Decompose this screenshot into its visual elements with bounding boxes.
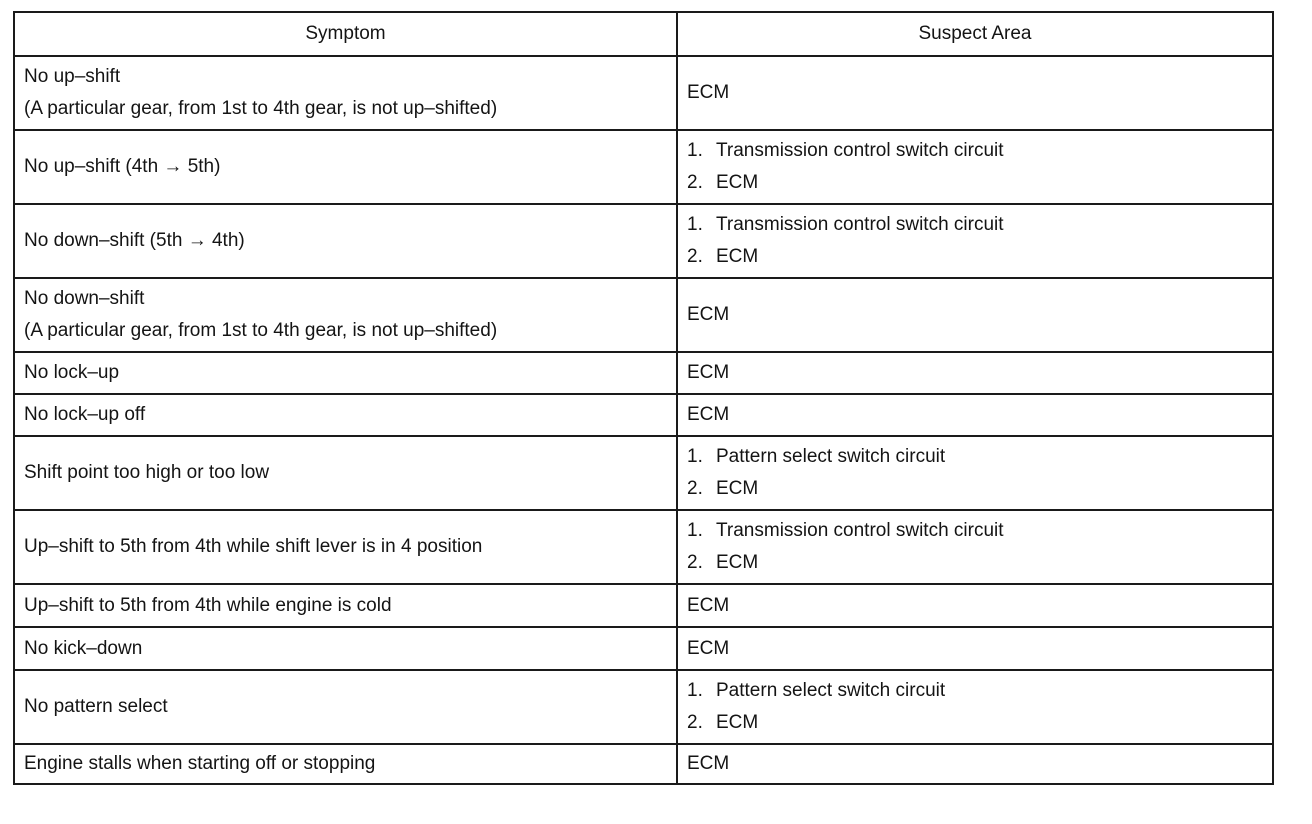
suspect-cell (677, 744, 1273, 784)
suspect-number: 1. (687, 140, 703, 161)
suspect-cell (677, 670, 1273, 744)
suspect-cell (677, 627, 1273, 670)
suspect-item (687, 675, 1272, 707)
table-row (14, 627, 1273, 670)
symptom-cell (14, 744, 677, 784)
header-symptom: Symptom (14, 12, 677, 56)
suspect-number: 2. (687, 478, 703, 499)
suspect-text: ECM (687, 404, 730, 425)
table-row (14, 436, 1273, 510)
suspect-text: ECM (687, 304, 730, 325)
table-row (14, 352, 1273, 394)
table-row (14, 584, 1273, 627)
suspect-item (687, 547, 1272, 579)
suspect-cell (677, 394, 1273, 436)
table-row (14, 510, 1273, 584)
suspect-number: 2. (687, 172, 703, 193)
symptom-text: Shift point too high or too low (24, 462, 270, 483)
suspect-text: ECM (716, 246, 759, 267)
suspect-cell (677, 56, 1273, 130)
table-row (14, 204, 1273, 278)
suspect-text: ECM (687, 637, 730, 659)
suspect-number: 1. (687, 520, 703, 541)
symptom-table-container (13, 11, 1272, 785)
symptom-cell (14, 278, 677, 352)
suspect-item (687, 441, 1272, 473)
symptom-text: Engine stalls when starting off or stopping (24, 753, 376, 774)
table-header-row (14, 12, 1273, 56)
suspect-text: Transmission control switch circuit (716, 140, 1004, 161)
symptom-text: Up–shift to 5th from 4th while engine is cold (24, 594, 392, 616)
symptom-text: No down–shift (24, 288, 145, 309)
suspect-cell (677, 584, 1273, 627)
suspect-text: ECM (687, 82, 730, 103)
symptom-cell (14, 670, 677, 744)
symptom-cell (14, 510, 677, 584)
symptom-cell (14, 584, 677, 627)
suspect-item (687, 473, 1272, 505)
symptom-text: No up–shift (24, 66, 121, 87)
suspect-text: ECM (687, 594, 730, 616)
suspect-number: 1. (687, 214, 703, 235)
suspect-text: ECM (716, 478, 759, 499)
symptom-text: No down–shift (5th → 4th) (24, 230, 245, 251)
suspect-item (687, 241, 1272, 273)
suspect-text: ECM (716, 172, 759, 193)
symptom-text: No lock–up (24, 362, 120, 383)
suspect-item (687, 135, 1272, 167)
symptom-cell (14, 394, 677, 436)
suspect-cell (677, 352, 1273, 394)
symptom-table (13, 11, 1274, 785)
suspect-text: ECM (687, 753, 730, 774)
symptom-text: (A particular gear, from 1st to 4th gear, is not up–shifted) (24, 320, 498, 341)
symptom-text: (A particular gear, from 1st to 4th gear, is not up–shifted) (24, 98, 498, 119)
table-row (14, 56, 1273, 130)
suspect-number: 2. (687, 712, 703, 733)
symptom-cell (14, 204, 677, 278)
symptom-text: No lock–up off (24, 404, 146, 425)
suspect-text: ECM (716, 552, 759, 573)
suspect-text: ECM (716, 712, 759, 733)
table-row (14, 278, 1273, 352)
suspect-text: ECM (687, 362, 730, 383)
suspect-number: 2. (687, 246, 703, 267)
suspect-text: Transmission control switch circuit (716, 214, 1004, 235)
suspect-item (687, 707, 1272, 739)
table-row (14, 130, 1273, 204)
symptom-text: Up–shift to 5th from 4th while shift lever is in 4 position (24, 536, 483, 557)
suspect-item (687, 209, 1272, 241)
suspect-cell (677, 204, 1273, 278)
suspect-text: Pattern select switch circuit (716, 446, 946, 467)
suspect-number: 1. (687, 446, 703, 467)
symptom-text: No up–shift (4th → 5th) (24, 156, 221, 177)
header-suspect-area: Suspect Area (677, 12, 1273, 56)
symptom-text: No pattern select (24, 696, 168, 717)
symptom-cell (14, 130, 677, 204)
table-row (14, 744, 1273, 784)
symptom-cell (14, 352, 677, 394)
suspect-cell (677, 130, 1273, 204)
symptom-text: No kick–down (24, 637, 143, 659)
suspect-text: Pattern select switch circuit (716, 680, 946, 701)
suspect-cell (677, 510, 1273, 584)
suspect-item (687, 515, 1272, 547)
suspect-cell (677, 436, 1273, 510)
symptom-cell (14, 436, 677, 510)
suspect-text: Transmission control switch circuit (716, 520, 1004, 541)
symptom-cell (14, 627, 677, 670)
suspect-cell (677, 278, 1273, 352)
suspect-number: 2. (687, 552, 703, 573)
table-row (14, 670, 1273, 744)
table-row (14, 394, 1273, 436)
suspect-item (687, 167, 1272, 199)
symptom-cell (14, 56, 677, 130)
suspect-number: 1. (687, 680, 703, 701)
